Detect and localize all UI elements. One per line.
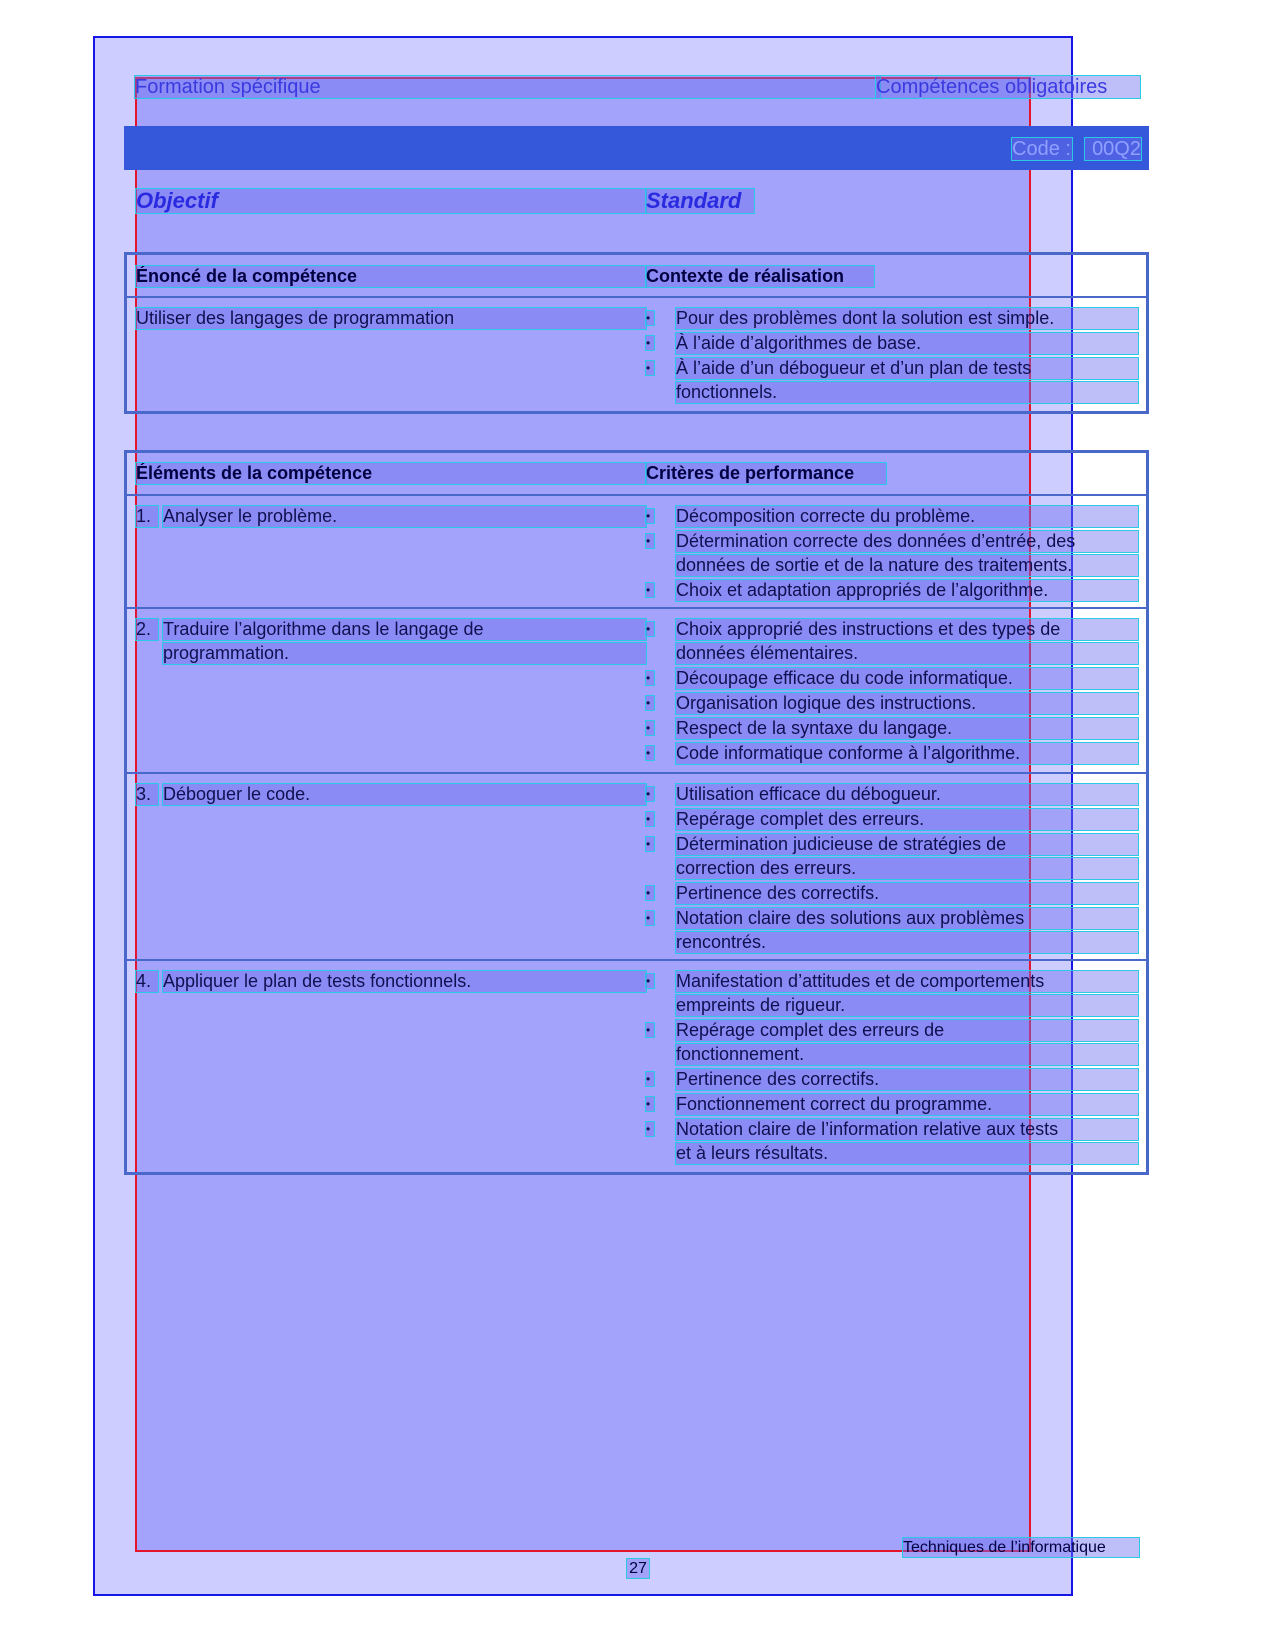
element-label	[163, 971, 646, 992]
criterion-item-line-text: correction des erreurs.	[676, 858, 857, 878]
criterion-item-line-text: Code informatique conforme à l’algorithme.	[676, 743, 1021, 763]
criterion-item-line-text: Découpage efficace du code informatique.	[676, 668, 1013, 688]
element-label-text: Analyser le problème.	[163, 506, 338, 526]
criterion-item-line	[676, 858, 1138, 879]
context-item-line	[676, 358, 1138, 379]
criterion-item-bullet: •	[646, 787, 654, 801]
code-label-text: Code :	[1012, 138, 1071, 160]
element-number	[136, 619, 158, 640]
criterion-item-bullet: •	[646, 721, 654, 735]
code-bar	[124, 126, 1149, 170]
criterion-item-line	[676, 1020, 1138, 1041]
criterion-item-line	[676, 834, 1138, 855]
criterion-item-bullet: •	[646, 583, 654, 597]
criterion-item-line	[676, 1094, 1138, 1115]
context-item-line	[676, 308, 1138, 329]
criterion-item-bullet: •	[646, 622, 654, 636]
context-item-bullet: •	[646, 336, 654, 350]
element-label-text: programmation.	[163, 643, 290, 663]
element-label-text: Traduire l’algorithme dans le langage de	[163, 619, 484, 639]
criterion-item-line-text: données de sortie et de la nature des traitements.	[676, 555, 1073, 575]
criterion-item-line-text: Notation claire des solutions aux problèmes	[676, 908, 1025, 928]
criterion-item-bullet: •	[646, 911, 654, 925]
criterion-item-line-text: Choix et adaptation appropriés de l’algorithme.	[676, 580, 1049, 600]
criterion-item-line-text: données élémentaires.	[676, 643, 859, 663]
context-item-bullet: •	[646, 361, 654, 375]
element-label	[163, 784, 646, 805]
element-number	[136, 506, 158, 527]
element-label-text: Déboguer le code.	[163, 784, 311, 804]
element-number	[136, 971, 158, 992]
element-number	[136, 784, 158, 805]
context-item-bullet: •	[646, 311, 654, 325]
header-left	[135, 76, 880, 98]
criterion-item-bullet: •	[646, 1072, 654, 1086]
criterion-item-line	[676, 971, 1138, 992]
table2-col1-header-text: Éléments de la compétence	[136, 463, 373, 483]
criterion-item-bullet: •	[646, 1122, 654, 1136]
table1-col1-header-text: Énoncé de la compétence	[136, 266, 358, 286]
criterion-item-line	[676, 580, 1138, 601]
code-value-text: 00Q2	[1092, 138, 1141, 160]
criterion-item-line-text: Pertinence des correctifs.	[676, 883, 880, 903]
criterion-item-line-text: Organisation logique des instructions.	[676, 693, 977, 713]
elements-table-row-separator-3	[124, 959, 1149, 961]
criterion-item-line	[676, 718, 1138, 739]
element-label-text: Appliquer le plan de tests fonctionnels.	[163, 971, 472, 991]
context-item-line-text: Pour des problèmes dont la solution est simple.	[676, 308, 1055, 328]
header-right-text: Compétences obligatoires	[876, 76, 1108, 98]
context-item-line	[676, 382, 1138, 403]
criterion-item-bullet: •	[646, 746, 654, 760]
criterion-item-line-text: fonctionnement.	[676, 1044, 805, 1064]
criterion-item-bullet: •	[646, 812, 654, 826]
competence-statement	[136, 308, 646, 329]
elements-table-row-separator-2	[124, 772, 1149, 774]
element-number-text: 3.	[136, 784, 152, 804]
criterion-item-line	[676, 908, 1138, 929]
criterion-item-line-text: Détermination judicieuse de stratégies de	[676, 834, 1007, 854]
criterion-item-line-text: Choix approprié des instructions et des types de	[676, 619, 1061, 639]
criterion-item-line	[676, 809, 1138, 830]
code-value	[1085, 138, 1141, 160]
criterion-item-line	[676, 1119, 1138, 1140]
criterion-item-line-text: Fonctionnement correct du programme.	[676, 1094, 993, 1114]
elements-table-row-separator-1	[124, 607, 1149, 609]
criterion-item-line-text: Décomposition correcte du problème.	[676, 506, 976, 526]
table1-col2-header	[646, 266, 874, 287]
criterion-item-line	[676, 883, 1138, 904]
standard-title	[646, 189, 754, 213]
criterion-item-bullet: •	[646, 671, 654, 685]
criterion-item-line-text: Utilisation efficace du débogueur.	[676, 784, 941, 804]
criterion-item-line-text: Manifestation d’attitudes et de comportements	[676, 971, 1045, 991]
criterion-item-bullet: •	[646, 1097, 654, 1111]
element-number-text: 4.	[136, 971, 152, 991]
element-label	[163, 506, 646, 527]
criterion-item-line	[676, 668, 1138, 689]
criterion-item-line-text: Respect de la syntaxe du langage.	[676, 718, 953, 738]
objectif-title	[136, 189, 646, 213]
competence-table-header-separator	[124, 296, 1149, 298]
criterion-item-bullet: •	[646, 837, 654, 851]
criterion-item-bullet: •	[646, 974, 654, 988]
criterion-item-line	[676, 1069, 1138, 1090]
element-number-text: 1.	[136, 506, 152, 526]
criterion-item-line	[676, 531, 1138, 552]
table2-col2-header-text: Critères de performance	[646, 463, 855, 483]
header-left-text: Formation spécifique	[135, 76, 321, 98]
standard-text: Standard	[646, 188, 742, 213]
objectif-text: Objectif	[136, 188, 218, 213]
table2-col1-header	[136, 463, 646, 484]
elements-table-header-separator	[124, 494, 1149, 496]
criterion-item-line-text: Repérage complet des erreurs de	[676, 1020, 945, 1040]
criterion-item-line	[676, 932, 1138, 953]
criterion-item-line	[676, 1143, 1138, 1164]
code-label	[1012, 138, 1072, 160]
context-item-line-text: À l’aide d’algorithmes de base.	[676, 333, 922, 353]
criterion-item-line-text: Pertinence des correctifs.	[676, 1069, 880, 1089]
criterion-item-bullet: •	[646, 696, 654, 710]
criterion-item-bullet: •	[646, 886, 654, 900]
criterion-item-line-text: Détermination correcte des données d’entrée, des	[676, 531, 1076, 551]
page-number-text: 27	[629, 1560, 647, 1577]
table1-col1-header	[136, 266, 646, 287]
criterion-item-line-text: Notation claire de l’information relative aux tests	[676, 1119, 1059, 1139]
table2-col2-header	[646, 463, 886, 484]
criterion-item-bullet: •	[646, 509, 654, 523]
criterion-item-line	[676, 643, 1138, 664]
footer-program	[903, 1538, 1139, 1557]
criterion-item-line	[676, 555, 1138, 576]
table1-col2-header-text: Contexte de réalisation	[646, 266, 845, 286]
criterion-item-line-text: Repérage complet des erreurs.	[676, 809, 925, 829]
element-label	[163, 619, 646, 640]
page-number	[627, 1559, 649, 1578]
header-right	[876, 76, 1140, 98]
criterion-item-bullet: •	[646, 534, 654, 548]
footer-program-text: Techniques de l’informatique	[903, 1539, 1106, 1556]
competence-statement-text: Utiliser des langages de programmation	[136, 308, 455, 328]
criterion-item-line	[676, 693, 1138, 714]
criterion-item-line	[676, 619, 1138, 640]
criterion-item-line	[676, 1044, 1138, 1065]
criterion-item-line	[676, 506, 1138, 527]
criterion-item-line	[676, 784, 1138, 805]
criterion-item-line-text: rencontrés.	[676, 932, 767, 952]
element-label	[163, 643, 646, 664]
context-item-line-text: À l’aide d’un débogueur et d’un plan de tests	[676, 358, 1032, 378]
criterion-item-line	[676, 743, 1138, 764]
context-item-line-text: fonctionnels.	[676, 382, 778, 402]
criterion-item-line-text: empreints de rigueur.	[676, 995, 846, 1015]
element-number-text: 2.	[136, 619, 152, 639]
criterion-item-line	[676, 995, 1138, 1016]
criterion-item-line-text: et à leurs résultats.	[676, 1143, 829, 1163]
context-item-line	[676, 333, 1138, 354]
criterion-item-bullet: •	[646, 1023, 654, 1037]
